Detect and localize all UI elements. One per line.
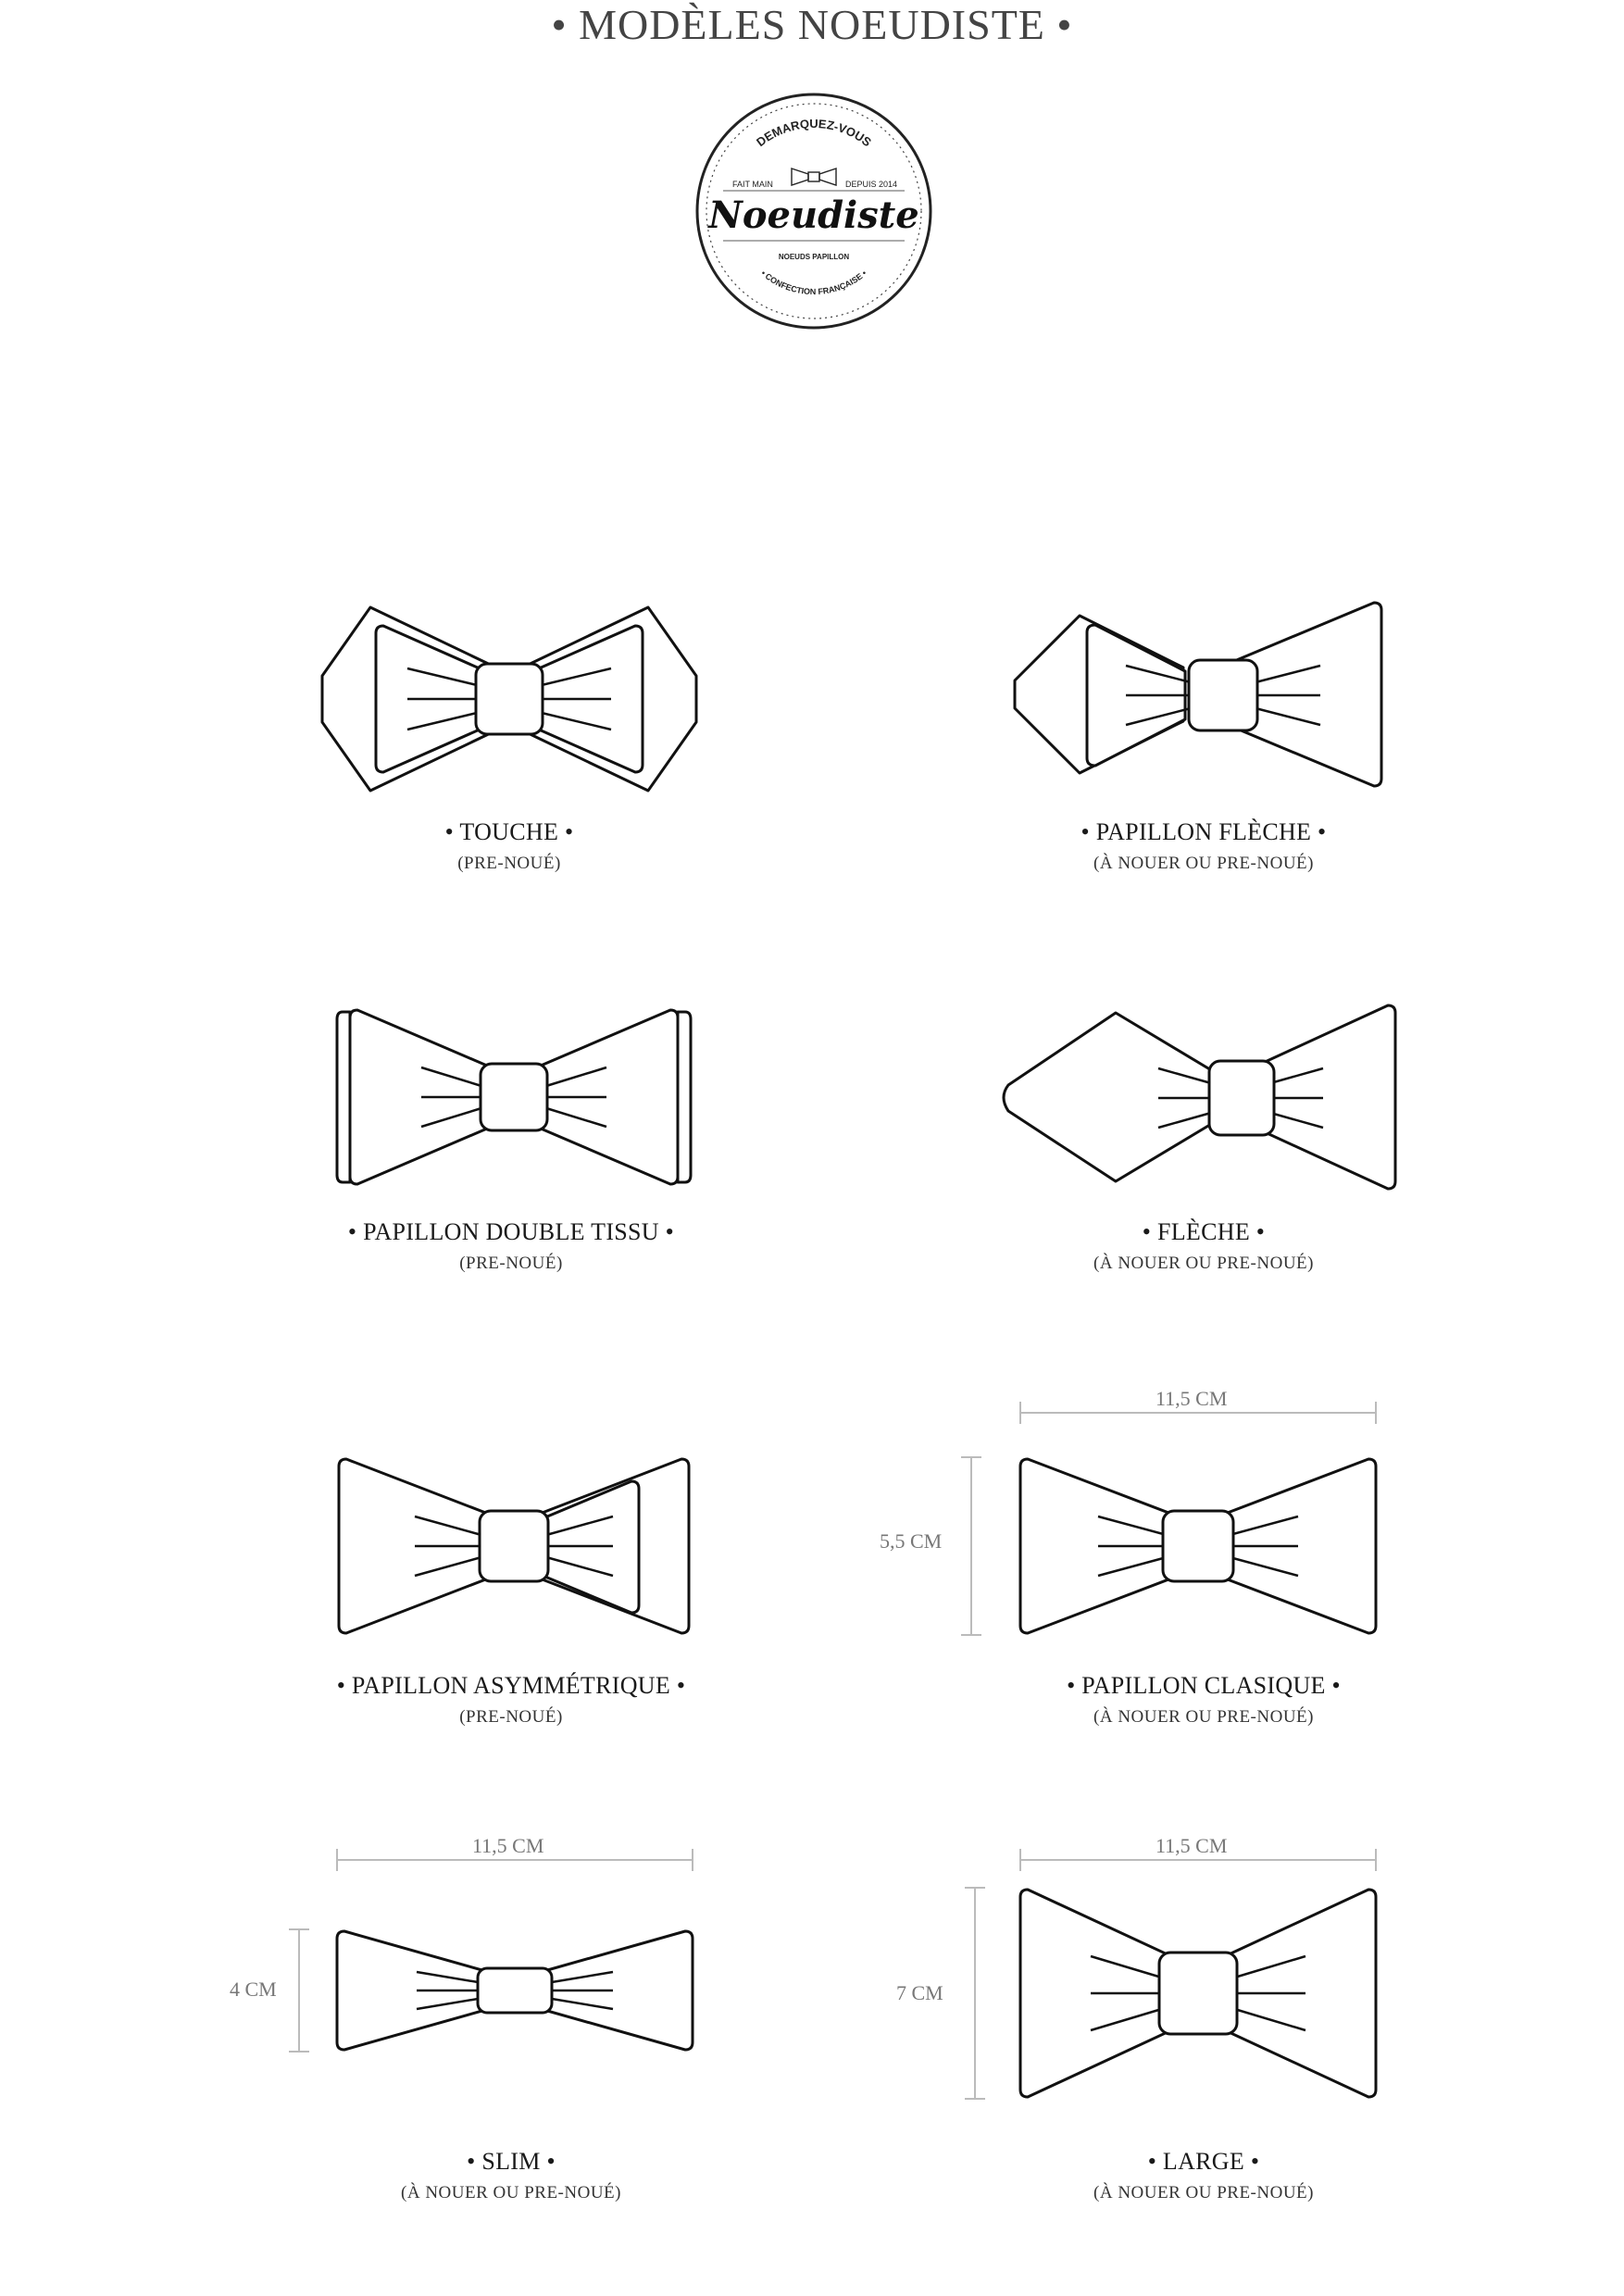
model-note: (À NOUER OU PRE-NOUÉ) (401, 2183, 621, 2202)
height-dimension-line (957, 1454, 985, 1639)
model-name: • PAPILLON DOUBLE TISSU • (347, 1218, 675, 1245)
bow-tie-slim-icon (333, 1926, 696, 2055)
model-slim (233, 2148, 789, 2203)
model-name: • PAPILLON ASYMMÉTRIQUE • (336, 1672, 686, 1699)
model-name: • PAPILLON FLÈCHE • (1081, 818, 1327, 845)
height-dimension-label: 4 CM (230, 1978, 277, 2001)
model-classique (926, 1672, 1481, 1728)
model-note: (PRE-NOUÉ) (457, 854, 561, 873)
height-dimension-line (961, 1884, 989, 2103)
model-touche (231, 818, 787, 874)
model-note: (À NOUER OU PRE-NOUÉ) (1093, 2183, 1314, 2202)
model-papillon-fleche (926, 818, 1481, 874)
seal-right-label: DEPUIS 2014 (844, 180, 897, 189)
bow-tie-classique-icon (1017, 1454, 1380, 1639)
model-name: • LARGE • (1147, 2148, 1260, 2175)
model-note: (À NOUER OU PRE-NOUÉ) (1093, 1707, 1314, 1727)
model-asymmetrique (233, 1672, 789, 1728)
height-dimension-label: 5,5 CM (880, 1529, 943, 1553)
page-title: • MODÈLES NOEUDISTE • (551, 1, 1073, 48)
model-note: (PRE-NOUÉ) (459, 1707, 563, 1727)
model-name: • TOUCHE • (444, 818, 574, 845)
bow-tie-double-tissu-icon (333, 1004, 694, 1190)
model-note: (À NOUER OU PRE-NOUÉ) (1093, 1254, 1314, 1273)
seal-left-label: FAIT MAIN (732, 180, 773, 189)
model-large (926, 2148, 1481, 2203)
bow-tie-large-icon (1017, 1884, 1380, 2103)
seal-top-text: DEMARQUEZ-VOUS (754, 116, 874, 150)
model-name: • FLÈCHE • (1142, 1218, 1266, 1245)
seal-bottom-text: • CONFECTION FRANÇAISE • (759, 268, 868, 297)
height-dimension-line (285, 1926, 313, 2055)
model-name: • SLIM • (467, 2148, 556, 2175)
seal-brand-name: Noeudiste (708, 193, 919, 237)
width-dimension-label: 11,5 CM (472, 1834, 544, 1857)
height-dimension-label: 7 CM (896, 1981, 943, 2004)
bow-tie-fleche-icon (995, 1000, 1403, 1194)
bow-tie-touche-icon (315, 602, 704, 796)
model-note: (PRE-NOUÉ) (459, 1254, 563, 1273)
seal-sub-label: NOEUDS PAPILLON (778, 253, 850, 261)
brand-seal-logo (693, 91, 934, 331)
model-double-tissu (233, 1218, 789, 1274)
width-dimension-label: 11,5 CM (1156, 1387, 1228, 1410)
svg-text:DEMARQUEZ-VOUS (754, 117, 874, 149)
width-dimension-label: 11,5 CM (1156, 1834, 1228, 1857)
bow-tie-asymmetrique-icon (333, 1454, 694, 1639)
seal-bow-icon (792, 168, 836, 185)
model-fleche (926, 1218, 1481, 1274)
bow-tie-papillon-fleche-icon (1007, 597, 1387, 792)
model-name: • PAPILLON CLASIQUE • (1067, 1672, 1341, 1699)
model-note: (À NOUER OU PRE-NOUÉ) (1093, 854, 1314, 873)
svg-text:• CONFECTION FRANÇAISE • (759, 268, 868, 296)
